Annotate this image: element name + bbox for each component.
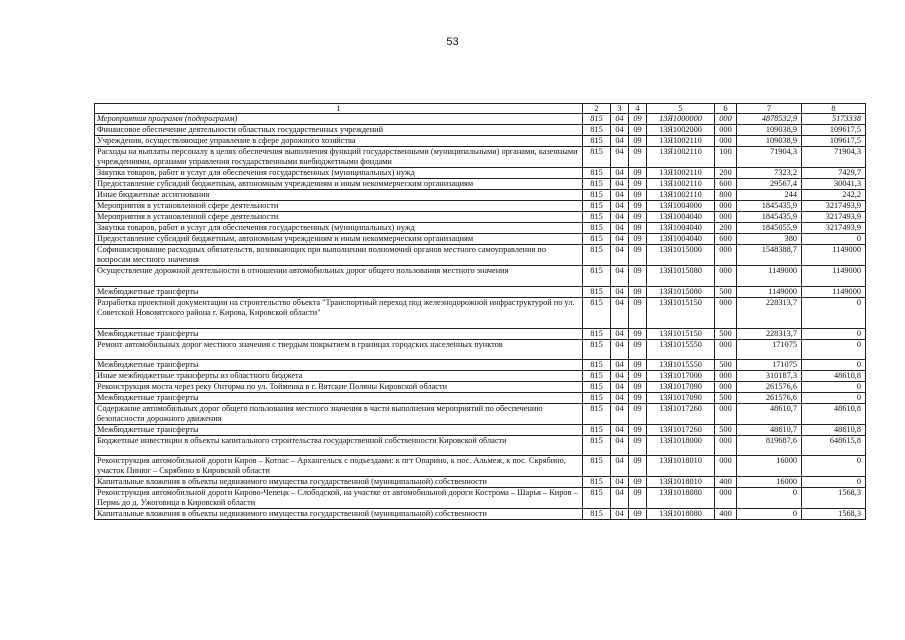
row-expense-type: 500	[715, 425, 737, 436]
row-sum-year-2: 48610,8	[802, 371, 866, 382]
row-section: 04	[611, 456, 629, 477]
row-name: Мероприятия в установленной сфере деятельности	[95, 212, 583, 223]
row-admin-code: 815	[583, 329, 611, 340]
table-row	[95, 329, 866, 340]
row-subsection: 09	[629, 223, 647, 234]
table-row	[95, 190, 866, 201]
row-admin-code: 815	[583, 266, 611, 287]
row-sum-year-2: 1149000	[802, 245, 866, 266]
table-row	[95, 456, 866, 477]
row-admin-code: 815	[583, 425, 611, 436]
row-admin-code: 815	[583, 340, 611, 360]
row-sum-year-2: 1149000	[802, 287, 866, 298]
row-section: 04	[611, 287, 629, 298]
row-expense-type: 000	[715, 404, 737, 425]
row-admin-code: 815	[583, 168, 611, 179]
row-expense-type: 600	[715, 234, 737, 245]
table-row	[95, 114, 866, 125]
row-name: Ремонт автомобильных дорог местного значения с твердым покрытием в границах городских населенных пунктов	[95, 340, 583, 360]
row-sum-year-2: 242,2	[802, 190, 866, 201]
row-admin-code: 815	[583, 212, 611, 223]
row-target-article: 13Я1004040	[647, 212, 715, 223]
table-row	[95, 168, 866, 179]
row-section: 04	[611, 329, 629, 340]
table-row	[95, 404, 866, 425]
row-sum-year-1: 48610,7	[737, 404, 802, 425]
row-target-article: 13Я1002110	[647, 190, 715, 201]
row-sum-year-2: 0	[802, 234, 866, 245]
row-sum-year-2: 3217493,9	[802, 212, 866, 223]
row-admin-code: 815	[583, 179, 611, 190]
row-expense-type: 400	[715, 509, 737, 520]
row-sum-year-2: 3217493,9	[802, 201, 866, 212]
row-name: Бюджетные инвестиции в объекты капитального строительства государственной собственности Кировской области	[95, 436, 583, 456]
row-target-article: 13Я1002110	[647, 179, 715, 190]
row-subsection: 09	[629, 298, 647, 329]
row-section: 04	[611, 179, 629, 190]
table-row	[95, 179, 866, 190]
row-target-article: 13Я1018010	[647, 477, 715, 488]
row-admin-code: 815	[583, 382, 611, 393]
row-section: 04	[611, 234, 629, 245]
row-expense-type: 000	[715, 136, 737, 147]
row-sum-year-2: 0	[802, 329, 866, 340]
row-section: 04	[611, 168, 629, 179]
row-section: 04	[611, 382, 629, 393]
header-cell: 4	[629, 104, 647, 114]
row-sum-year-1: 7323,2	[737, 168, 802, 179]
row-name: Софинансирование расходных обязательств, возникающих при выполнении полномочий органов местного самоуправления по вопросам местного значения	[95, 245, 583, 266]
row-target-article: 13Я1015080	[647, 287, 715, 298]
row-name: Межбюджетные трансферты	[95, 287, 583, 298]
row-target-article: 13Я1017260	[647, 404, 715, 425]
row-expense-type: 400	[715, 477, 737, 488]
row-sum-year-1: 228313,7	[737, 329, 802, 340]
table-row	[95, 382, 866, 393]
table-row	[95, 266, 866, 287]
row-admin-code: 815	[583, 360, 611, 371]
row-target-article: 13Я1015550	[647, 360, 715, 371]
row-subsection: 09	[629, 456, 647, 477]
row-name: Расходы на выплаты персоналу в целях обеспечения выполнения функций государственными (муниципальными) органами, казенными учреждениями, органами управления государственными внебюджетными фондами	[95, 147, 583, 168]
row-sum-year-1: 1149000	[737, 287, 802, 298]
row-section: 04	[611, 488, 629, 509]
row-sum-year-2: 48610,8	[802, 404, 866, 425]
table-row	[95, 147, 866, 168]
table-row	[95, 371, 866, 382]
row-admin-code: 815	[583, 393, 611, 404]
row-admin-code: 815	[583, 114, 611, 125]
row-section: 04	[611, 371, 629, 382]
row-section: 04	[611, 190, 629, 201]
row-sum-year-1: 1845435,9	[737, 201, 802, 212]
row-expense-type: 000	[715, 488, 737, 509]
table-row	[95, 360, 866, 371]
row-subsection: 09	[629, 179, 647, 190]
row-section: 04	[611, 201, 629, 212]
row-expense-type: 000	[715, 371, 737, 382]
row-subsection: 09	[629, 488, 647, 509]
row-expense-type: 000	[715, 298, 737, 329]
table-row	[95, 201, 866, 212]
row-sum-year-2: 48610,8	[802, 425, 866, 436]
table-row	[95, 425, 866, 436]
row-subsection: 09	[629, 168, 647, 179]
table-row	[95, 477, 866, 488]
row-name: Мероприятия в установленной сфере деятельности	[95, 201, 583, 212]
row-expense-type: 000	[715, 456, 737, 477]
row-sum-year-1: 109038,9	[737, 125, 802, 136]
table-row	[95, 245, 866, 266]
row-admin-code: 815	[583, 234, 611, 245]
row-expense-type: 500	[715, 287, 737, 298]
row-target-article: 13Я1018010	[647, 456, 715, 477]
row-sum-year-2: 0	[802, 298, 866, 329]
row-subsection: 09	[629, 371, 647, 382]
row-section: 04	[611, 404, 629, 425]
row-subsection: 09	[629, 509, 647, 520]
row-admin-code: 815	[583, 456, 611, 477]
row-target-article: 13Я1018080	[647, 509, 715, 520]
row-target-article: 13Я1000000	[647, 114, 715, 125]
row-section: 04	[611, 223, 629, 234]
row-sum-year-1: 261576,6	[737, 393, 802, 404]
table-row	[95, 136, 866, 147]
row-sum-year-1: 71904,3	[737, 147, 802, 168]
table-row	[95, 125, 866, 136]
row-target-article: 13Я1002110	[647, 168, 715, 179]
row-target-article: 13Я1015080	[647, 266, 715, 287]
header-cell: 5	[647, 104, 715, 114]
row-expense-type: 000	[715, 266, 737, 287]
row-subsection: 09	[629, 147, 647, 168]
row-expense-type: 600	[715, 179, 737, 190]
row-subsection: 09	[629, 425, 647, 436]
budget-table	[94, 103, 866, 520]
row-target-article: 13Я1017090	[647, 393, 715, 404]
row-subsection: 09	[629, 329, 647, 340]
row-expense-type: 500	[715, 393, 737, 404]
row-sum-year-2: 0	[802, 360, 866, 371]
row-expense-type: 100	[715, 147, 737, 168]
row-subsection: 09	[629, 393, 647, 404]
row-target-article: 13Я1002110	[647, 136, 715, 147]
row-name: Осуществление дорожной деятельности в отношении автомобильных дорог общего пользования местного значения	[95, 266, 583, 287]
row-admin-code: 815	[583, 201, 611, 212]
row-target-article: 13Я1004040	[647, 223, 715, 234]
row-admin-code: 815	[583, 477, 611, 488]
row-sum-year-2: 7429,7	[802, 168, 866, 179]
row-subsection: 09	[629, 245, 647, 266]
row-target-article: 13Я1004040	[647, 234, 715, 245]
row-target-article: 13Я1017090	[647, 382, 715, 393]
row-sum-year-2: 3217493,9	[802, 223, 866, 234]
row-name: Закупка товаров, работ и услуг для обеспечения государственных (муниципальных) нужд	[95, 168, 583, 179]
row-name: Межбюджетные трансферты	[95, 425, 583, 436]
row-subsection: 09	[629, 266, 647, 287]
row-sum-year-1: 0	[737, 488, 802, 509]
row-name: Межбюджетные трансферты	[95, 329, 583, 340]
row-sum-year-2: 71904,3	[802, 147, 866, 168]
row-expense-type: 000	[715, 212, 737, 223]
table-row	[95, 223, 866, 234]
row-sum-year-1: 244	[737, 190, 802, 201]
row-name: Межбюджетные трансферты	[95, 393, 583, 404]
row-subsection: 09	[629, 382, 647, 393]
row-name: Реконструкция автомобильной дороги Киров – Котлас – Архангельск с подъездами: к пгт Опарино, к пос. Альмеж, к пос. Скрябино, участок Пинюг – Скрябино в Кировской области	[95, 456, 583, 477]
header-cell: 2	[583, 104, 611, 114]
row-admin-code: 815	[583, 509, 611, 520]
row-section: 04	[611, 360, 629, 371]
row-expense-type: 500	[715, 329, 737, 340]
row-name: Реконструкция автомобильной дороги Кирово-Чепецк – Слободской, на участке от автомобильной дороги Кострома – Шарья – Киров – Пермь до д. Ужоговица в Кировской области	[95, 488, 583, 509]
row-name: Содержание автомобильных дорог общего пользования местного значения в части выполнения мероприятий по обеспечению безопасности дорожного движения	[95, 404, 583, 425]
row-name: Капитальные вложения в объекты недвижимого имущества государственной (муниципальной) собственности	[95, 509, 583, 520]
row-name: Предоставление субсидий бюджетным, автономным учреждениям и иным некоммерческим организациям	[95, 179, 583, 190]
row-admin-code: 815	[583, 190, 611, 201]
row-subsection: 09	[629, 136, 647, 147]
row-section: 04	[611, 393, 629, 404]
header-cell: 8	[802, 104, 866, 114]
table-row	[95, 234, 866, 245]
row-sum-year-1: 16000	[737, 477, 802, 488]
row-name: Капитальные вложения в объекты недвижимого имущества государственной (муниципальной) собственности	[95, 477, 583, 488]
row-target-article: 13Я1015550	[647, 340, 715, 360]
row-sum-year-1: 228313,7	[737, 298, 802, 329]
header-cell: 7	[737, 104, 802, 114]
row-sum-year-1: 0	[737, 509, 802, 520]
row-admin-code: 815	[583, 371, 611, 382]
row-subsection: 09	[629, 360, 647, 371]
row-target-article: 13Я1018000	[647, 436, 715, 456]
row-subsection: 09	[629, 287, 647, 298]
row-admin-code: 815	[583, 223, 611, 234]
row-sum-year-1: 29567,4	[737, 179, 802, 190]
row-section: 04	[611, 298, 629, 329]
row-target-article: 13Я1015150	[647, 329, 715, 340]
table-row	[95, 287, 866, 298]
row-section: 04	[611, 477, 629, 488]
row-sum-year-2: 0	[802, 477, 866, 488]
row-subsection: 09	[629, 436, 647, 456]
table-row	[95, 393, 866, 404]
row-expense-type: 500	[715, 360, 737, 371]
row-subsection: 09	[629, 125, 647, 136]
row-admin-code: 815	[583, 436, 611, 456]
row-admin-code: 815	[583, 245, 611, 266]
row-section: 04	[611, 136, 629, 147]
row-subsection: 09	[629, 340, 647, 360]
row-sum-year-1: 4878532,9	[737, 114, 802, 125]
row-expense-type: 200	[715, 223, 737, 234]
row-sum-year-1: 310187,3	[737, 371, 802, 382]
row-sum-year-1: 48610,7	[737, 425, 802, 436]
row-sum-year-1: 1845435,9	[737, 212, 802, 223]
row-name: Финансовое обеспечение деятельности областных государственных учреждений	[95, 125, 583, 136]
row-sum-year-2: 1568,3	[802, 509, 866, 520]
row-subsection: 09	[629, 477, 647, 488]
row-name: Межбюджетные трансферты	[95, 360, 583, 371]
header-cell: 3	[611, 104, 629, 114]
row-section: 04	[611, 245, 629, 266]
row-subsection: 09	[629, 404, 647, 425]
row-sum-year-2: 648615,8	[802, 436, 866, 456]
row-sum-year-2: 0	[802, 393, 866, 404]
row-section: 04	[611, 509, 629, 520]
row-expense-type: 000	[715, 340, 737, 360]
row-section: 04	[611, 425, 629, 436]
row-sum-year-1: 1845055,9	[737, 223, 802, 234]
row-name: Учреждения, осуществляющие управление в сфере дорожного хозяйства	[95, 136, 583, 147]
row-sum-year-1: 1548388,7	[737, 245, 802, 266]
row-expense-type: 000	[715, 436, 737, 456]
row-section: 04	[611, 212, 629, 223]
row-section: 04	[611, 125, 629, 136]
row-admin-code: 815	[583, 404, 611, 425]
row-expense-type: 000	[715, 114, 737, 125]
header-cell: 6	[715, 104, 737, 114]
row-name: Предоставление субсидий бюджетным, автономным учреждениям и иным некоммерческим организациям	[95, 234, 583, 245]
row-sum-year-2: 0	[802, 456, 866, 477]
row-subsection: 09	[629, 190, 647, 201]
row-sum-year-1: 109038,9	[737, 136, 802, 147]
row-subsection: 09	[629, 201, 647, 212]
page-number: 53	[446, 36, 459, 48]
row-admin-code: 815	[583, 287, 611, 298]
table-row	[95, 340, 866, 360]
row-sum-year-1: 819687,6	[737, 436, 802, 456]
row-admin-code: 815	[583, 125, 611, 136]
row-expense-type: 000	[715, 382, 737, 393]
row-section: 04	[611, 266, 629, 287]
table-row	[95, 509, 866, 520]
table-row	[95, 212, 866, 223]
row-name: Мероприятия программ (подпрограмм)	[95, 114, 583, 125]
row-section: 04	[611, 147, 629, 168]
row-target-article: 13Я1002110	[647, 147, 715, 168]
row-sum-year-2: 109617,5	[802, 125, 866, 136]
row-name: Разработка проектной документации на строительство объекта "Транспортный переход под железнодорожной инфраструктурой по ул. Советской Нововятского района г. Кирова, Кировской области"	[95, 298, 583, 329]
row-sum-year-2: 1149000	[802, 266, 866, 287]
row-expense-type: 000	[715, 125, 737, 136]
table-row	[95, 298, 866, 329]
row-admin-code: 815	[583, 147, 611, 168]
row-expense-type: 000	[715, 201, 737, 212]
row-name: Реконструкция моста через реку Онторма по ул. Тойменка в г. Вятские Поляны Кировской области	[95, 382, 583, 393]
row-sum-year-1: 16000	[737, 456, 802, 477]
row-target-article: 13Я1002000	[647, 125, 715, 136]
row-sum-year-1: 380	[737, 234, 802, 245]
row-sum-year-2: 109617,5	[802, 136, 866, 147]
row-subsection: 09	[629, 234, 647, 245]
row-target-article: 13Я1017000	[647, 371, 715, 382]
row-subsection: 09	[629, 212, 647, 223]
row-sum-year-1: 171075	[737, 360, 802, 371]
row-sum-year-1: 171075	[737, 340, 802, 360]
row-section: 04	[611, 436, 629, 456]
table-row	[95, 436, 866, 456]
table-row	[95, 488, 866, 509]
row-expense-type: 800	[715, 190, 737, 201]
row-target-article: 13Я1018080	[647, 488, 715, 509]
row-section: 04	[611, 114, 629, 125]
header-cell: 1	[95, 104, 583, 114]
row-name: Закупка товаров, работ и услуг для обеспечения государственных (муниципальных) нужд	[95, 223, 583, 234]
row-sum-year-1: 261576,6	[737, 382, 802, 393]
row-admin-code: 815	[583, 488, 611, 509]
table-header-row	[95, 104, 866, 114]
row-sum-year-2: 1568,3	[802, 488, 866, 509]
row-sum-year-2: 5173338	[802, 114, 866, 125]
row-target-article: 13Я1004000	[647, 201, 715, 212]
row-section: 04	[611, 340, 629, 360]
row-sum-year-2: 0	[802, 382, 866, 393]
row-subsection: 09	[629, 114, 647, 125]
row-target-article: 13Я1015150	[647, 298, 715, 329]
row-sum-year-1: 1149000	[737, 266, 802, 287]
row-expense-type: 000	[715, 245, 737, 266]
row-name: Иные межбюджетные трансферты из областного бюджета	[95, 371, 583, 382]
row-target-article: 13Я1015000	[647, 245, 715, 266]
row-name: Иные бюджетные ассигнования	[95, 190, 583, 201]
row-target-article: 13Я1017260	[647, 425, 715, 436]
row-expense-type: 200	[715, 168, 737, 179]
row-sum-year-2: 30041,3	[802, 179, 866, 190]
row-admin-code: 815	[583, 298, 611, 329]
row-admin-code: 815	[583, 136, 611, 147]
row-sum-year-2: 0	[802, 340, 866, 360]
